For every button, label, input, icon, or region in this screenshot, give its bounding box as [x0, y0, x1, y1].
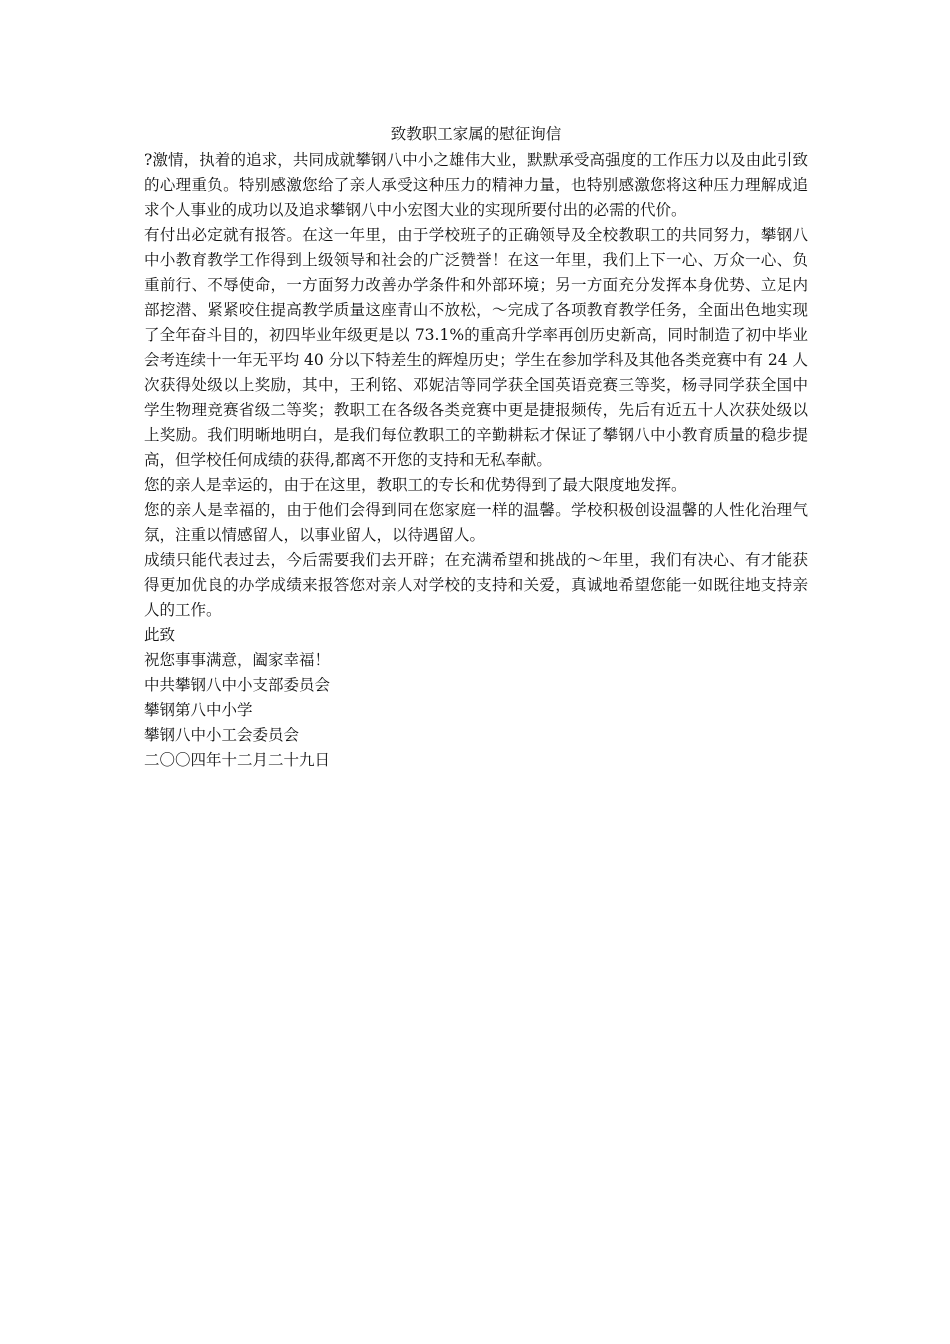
paragraph-future: 成绩只能代表过去，今后需要我们去开辟；在充满希望和挑战的～年里，我们有决心、有才能获得更加优良的办学成绩来报答您对亲人对学校的支持和关爱，真诚地希望您能一如既往地支持亲人的工作。 [144, 551, 808, 619]
signature-union: 攀钢八中小工会委员会 [144, 726, 300, 744]
signature-party-branch: 中共攀钢八中小支部委员会 [144, 676, 331, 694]
document-title: 致教职工家属的慰征询信 [390, 125, 562, 143]
paragraph-happy: 您的亲人是幸福的，由于他们会得到同在您家庭一样的温馨。学校积极创设温馨的人性化治理气氛，注重以情感留人，以事业留人，以待遇留人。 [144, 501, 808, 544]
paragraph-achievements: 有付出必定就有报答。在这一年里，由于学校班子的正确领导及全校教职工的共同努力，攀钢八中小教育教学工作得到上级领导和社会的广泛赞誉！在这一年里，我们上下一心、万众一心、负重前行、不辱使命，一方面努力改善办学条件和外部环境；另一方面充分发挥本身优势、立足内部挖潜、紧紧咬住提高教学质量这座青山不放松，～完成了各项教育教学任务，全面出色地实现了全年奋斗目的，初四毕业年级更是以 73.1%的重高升学率再创历史新高，同时制造了初中毕业会考连续十一年无平均 40 分以下特差生的辉煌历史；学生在参加学科及其他各类竞赛中有 24 人次获得处级以上奖励，其中，王利铭、邓妮洁等同学获全国英语竞赛三等奖，杨寻同学获全国中学生物理竞赛省级二等奖；教职工在各级各类竞赛中更是捷报频传，先后有近五十人次获处级以上奖励。我们明晰地明白，是我们每位教职工的辛勤耕耘才保证了攀钢八中小教育质量的稳步提高，但学校任何成绩的获得,都离不开您的支持和无私奉献。 [144, 226, 808, 469]
document-page [144, 124, 808, 773]
signature-date: 二〇〇四年十二月二十九日 [144, 751, 331, 769]
paragraph-intro: ?激情，执着的追求，共同成就攀钢八中小之雄伟大业，默默承受高强度的工作压力以及由此引致的心理重负。特别感激您给了亲人承受这种压力的精神力量，也特别感激您将这种压力理解成追求个人事业的成功以及追求攀钢八中小宏图大业的实现所要付出的必需的代价。 [144, 151, 808, 219]
closing-wish: 祝您事事满意，阖家幸福！ [144, 651, 331, 669]
paragraph-fortunate: 您的亲人是幸运的，由于在这里，教职工的专长和优势得到了最大限度地发挥。 [144, 476, 687, 494]
closing-salutation: 此致 [144, 626, 176, 644]
signature-school: 攀钢第八中小学 [144, 701, 253, 719]
